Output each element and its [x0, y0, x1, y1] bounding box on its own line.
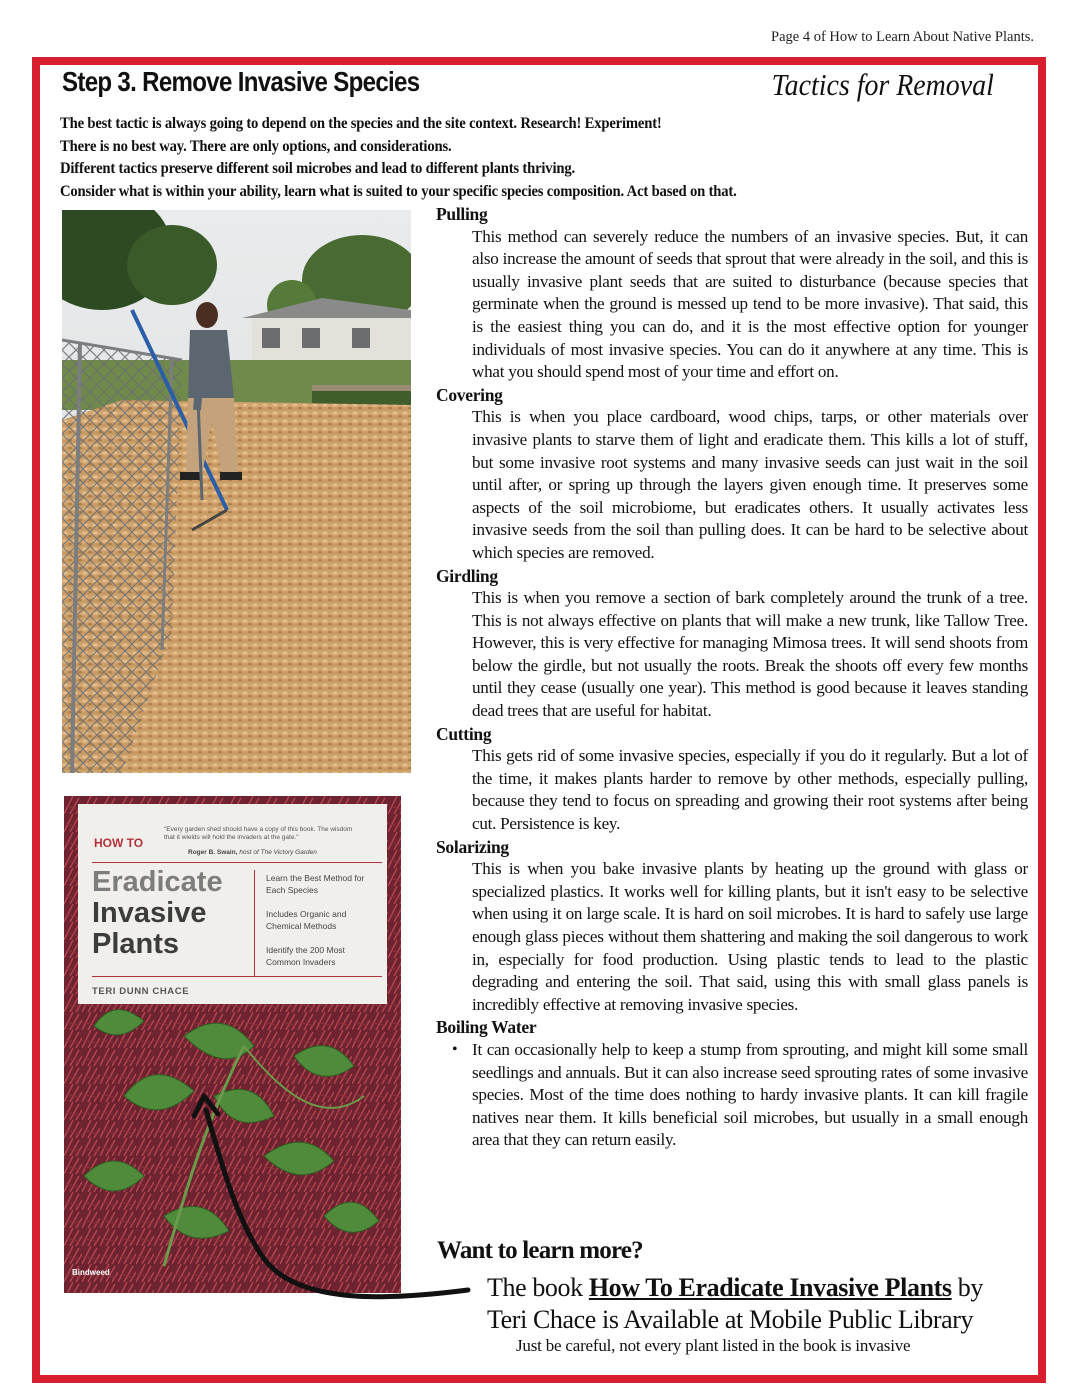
tactics-subtitle: Tactics for Removal	[771, 67, 994, 102]
section-pulling	[436, 203, 1028, 384]
book-vertical-divider	[254, 870, 255, 976]
book-cover-label	[78, 804, 387, 1004]
section-body: This method can severely reduce the numbers of an invasive species. But, it can also increase the amount of seeds that sprout that were already in the soil, and this is usually invasive plant seeds that are suited to disturbance (because species that germinate when the ground is messed up tend to be more invasive). That said, this is the easiest thing you can do, and it is the most effective option for younger individuals of most invasive species. You can do it anywhere at any time. This is what you should spend most of your time and effort on.	[472, 226, 1028, 382]
section-title: Boiling Water	[436, 1017, 537, 1038]
book-feature-3: Identify the 200 Most Common Invaders	[266, 945, 345, 967]
book-line-pre: The book	[487, 1273, 589, 1302]
garden-photo-illustration	[62, 210, 411, 773]
intro-line: Consider what is within your ability, learn what is suited to your specific species composition. Act based on that.	[60, 180, 737, 200]
garden-photo	[62, 210, 411, 773]
book-divider-bottom	[92, 976, 382, 977]
section-girdling	[436, 565, 1028, 723]
page-header: Page 4 of How to Learn About Native Plants.	[771, 29, 1034, 45]
book-title-3: Plants	[92, 928, 180, 960]
book-plant-label: Bindweed	[72, 1268, 110, 1277]
intro-line: The best tactic is always going to depend on the species and the site context. Research! Experiment!	[60, 113, 662, 132]
book-how-to: HOW TO	[94, 836, 144, 850]
section-covering	[436, 384, 1028, 565]
section-title: Covering	[436, 384, 503, 405]
careful-note: Just be careful, not every plant listed in the book is invasive	[516, 1336, 911, 1355]
book-recommendation	[487, 1272, 1007, 1336]
section-title: Cutting	[436, 723, 492, 744]
section-body: This gets rid of some invasive species, especially if you do it regularly. But a lot of the time, it makes plants harder to remove by other methods, especially pulling, because they tend to focus on spreading and growing their root systems after being cut. Persistence is key.	[472, 746, 1028, 834]
section-title: Pulling	[436, 204, 488, 224]
book-feature-2: Includes Organic and Chemical Methods	[266, 909, 347, 931]
section-body: This is when you bake invasive plants by heating up the ground with glass or specialized plastics. It works well for killing plants, but it isn't easy to be selective when using it on large scale. It is hard on soil microbes. It is hard to safely use large enough glass pieces without them shattering and making the soil dangerous to work in, especially for food production. Using plastic tends to lead to the plastic degrading and entering the soil. That said, using this with small glass panels is incredibly effective at removing invasive species.	[472, 859, 1028, 1014]
section-bullet-body: • It can occasionally help to keep a stump from sprouting, and might kill some small seedlings and annuals. But it can also increase seed sprouting rates of some invasive species. Most of the time does nothing to hardy invasive plants. It can kill fragile natives near them. It kills beneficial soil microbes, but usually in a small enough area that they can return easily.	[472, 1039, 1028, 1152]
book-feature-1: Learn the Best Method for Each Species	[266, 873, 365, 895]
section-boiling-water	[436, 1016, 1028, 1152]
learn-more-heading: Want to learn more?	[437, 1237, 643, 1264]
section-body: This is when you place cardboard, wood chips, tarps, or other materials over invasive plants to starve them of light and eradicate them. This kills a lot of stuff, but some invasive root systems and many invasive seeds can just wait in the soil until after, or spring up through the layers given enough time. It preserves some aspects of the soil microbiome, but eradicates others. It usually activates less invasive seeds from the soil than pulling does. It can be hard to be selective about which species are removed.	[472, 407, 1028, 562]
section-title: Girdling	[436, 565, 498, 586]
book-title-1: Eradicate	[92, 866, 223, 898]
intro-line: There is no best way. There are only options, and considerations.	[60, 135, 452, 155]
book-author: TERI DUNN CHACE	[92, 986, 190, 997]
book-line-post: by	[951, 1273, 983, 1302]
intro-block	[60, 112, 1020, 202]
book-recommendation-line-2: Teri Chace is Available at Mobile Public Library	[487, 1305, 974, 1334]
curved-arrow-icon	[190, 1090, 490, 1310]
book-divider	[92, 862, 382, 863]
section-body: This is when you remove a section of bark completely around the trunk of a tree. This is not always effective on plants that will make a new trunk, like Tallow Tree. However, this is very effective for managing Mimosa trees. It will send shoots from below the girdle, but not usually the roots. Break the shoots off every few months until they cease (usually one year). This method is good because it leaves standing dead trees that are useful for habitat.	[472, 588, 1028, 721]
book-recommendation-line-1	[487, 1272, 1007, 1304]
section-solarizing	[436, 836, 1028, 1017]
tactics-column	[436, 203, 1028, 1152]
book-quote-author-line	[188, 849, 317, 856]
book-quote-author: Roger B. Swain,	[188, 849, 238, 856]
book-title-2: Invasive	[92, 897, 207, 929]
step-title: Step 3. Remove Invasive Species	[62, 66, 420, 97]
book-title-link: How To Eradicate Invasive Plants	[588, 1273, 952, 1302]
section-title: Solarizing	[436, 836, 509, 857]
book-quote-author-tail: host of The Victory Garden	[239, 849, 317, 856]
section-cutting	[436, 723, 1028, 836]
book-quote: "Every garden shed should have a copy of this book. The wisdom that it wields will hold the invaders at the gate."	[164, 826, 353, 841]
intro-line: Different tactics preserve different soil microbes and lead to different plants thriving.	[60, 158, 575, 177]
